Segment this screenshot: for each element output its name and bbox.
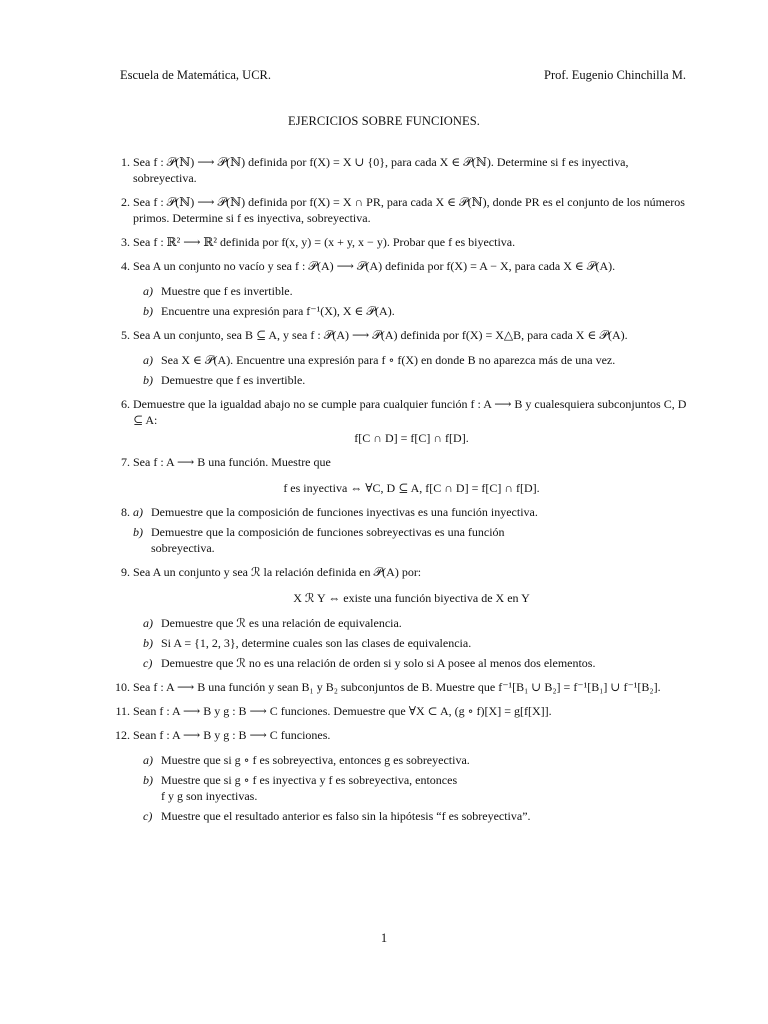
- exercise-item: [110, 564, 690, 671]
- subexercise-item: [143, 808, 690, 824]
- page-title: EJERCICIOS SOBRE FUNCIONES.: [288, 114, 480, 128]
- display-formula: X ℛ Y ⇔ existe una función biyectiva de X en Y: [293, 591, 530, 605]
- exercise-number: 8.: [121, 505, 130, 519]
- exercise-text: Demuestre que la igualdad abajo no se cumple para cualquier función f : A ⟶ B y cualesquiera subconjuntos C, D ⊆ A:: [133, 397, 687, 427]
- subexercise-item: [143, 615, 690, 631]
- subexercise-list: [133, 504, 690, 556]
- exercise-item: [110, 504, 690, 556]
- subexercise-item: [143, 283, 690, 299]
- exercise-number: 11.: [115, 704, 130, 718]
- exercise-number: 1.: [121, 155, 130, 169]
- subexercise-label: b): [143, 373, 153, 387]
- exercise-text: Sea f : 𝒫(ℕ) ⟶ 𝒫(ℕ) definida por f(X) = X ∩ PR, para cada X ∈ 𝒫(ℕ), donde PR es el conjunto de los números primos. Determine si f es inyectiva, sobreyectiva.: [133, 195, 685, 225]
- subexercise-label: a): [143, 353, 153, 367]
- subexercise-label: c): [143, 809, 153, 823]
- subexercise-text: Si A = {1, 2, 3}, determine cuales son las clases de equivalencia.: [161, 636, 472, 650]
- subexercise-list: [143, 752, 690, 824]
- exercise-item: [110, 154, 690, 186]
- subexercise-item: [143, 352, 690, 368]
- exercise-text: Sea f : A ⟶ B una función y sean B₁ y B₂ subconjuntos de B. Muestre que f⁻¹[B₁ ∪ B₂] = f⁻¹[B₁] ∪ f⁻¹[B₂].: [133, 680, 661, 694]
- header-professor: Prof. Eugenio Chinchilla M.: [544, 68, 686, 82]
- exercise-number: 5.: [121, 328, 130, 342]
- exercise-number: 12.: [115, 728, 130, 742]
- subexercise-item: [143, 303, 690, 319]
- display-formula: f es inyectiva ⇔ ∀C, D ⊆ A, f[C ∩ D] = f[C] ∩ f[D].: [283, 481, 540, 495]
- subexercise-label: a): [143, 284, 153, 298]
- subexercise-text: Muestre que el resultado anterior es falso sin la hipótesis “f es sobreyectiva”.: [161, 809, 531, 823]
- exercise-text: Sea A un conjunto y sea ℛ la relación definida en 𝒫(A) por:: [133, 565, 422, 579]
- exercise-number: 2.: [121, 195, 130, 209]
- exercise-text: Sea f : 𝒫(ℕ) ⟶ 𝒫(ℕ) definida por f(X) = X ∪ {0}, para cada X ∈ 𝒫(ℕ). Determine si f es inyectiva, sobreyectiva.: [133, 155, 629, 185]
- exercise-text: Sean f : A ⟶ B y g : B ⟶ C funciones.: [133, 728, 331, 742]
- subexercise-list: [143, 352, 690, 388]
- exercise-text: Sea A un conjunto, sea B ⊆ A, y sea f : 𝒫(A) ⟶ 𝒫(A) definida por f(X) = X△B, para cada X ∈ 𝒫(A).: [133, 328, 628, 342]
- page-number: 1: [380, 931, 388, 945]
- subexercise-item: [143, 372, 690, 388]
- subexercise-text: Demuestre que f es invertible.: [161, 373, 306, 387]
- subexercise-item: [143, 635, 690, 651]
- exercise-item: [110, 454, 690, 496]
- subexercise-text: Encuentre una expresión para f⁻¹(X), X ∈ 𝒫(A).: [161, 304, 395, 318]
- exercise-number: 9.: [121, 565, 130, 579]
- subexercise-label: b): [133, 525, 143, 539]
- subexercise-text: Muestre que f es invertible.: [161, 284, 293, 298]
- subexercise-text: Muestre que si g ∘ f es inyectiva y f es sobreyectiva, entonces f y g son inyectivas.: [161, 773, 458, 803]
- subexercise-label: b): [143, 636, 153, 650]
- exercise-item: [110, 703, 690, 719]
- subexercise-list: [143, 283, 690, 319]
- subexercise-label: b): [143, 773, 153, 787]
- subexercise-list: [143, 615, 690, 671]
- exercise-text: Sea f : A ⟶ B una función. Muestre que: [133, 455, 331, 469]
- exercise-number: 10.: [115, 680, 130, 694]
- subexercise-item: [143, 655, 690, 671]
- subexercise-text: Muestre que si g ∘ f es sobreyectiva, entonces g es sobreyectiva.: [161, 753, 470, 767]
- exercise-number: 7.: [121, 455, 130, 469]
- exercise-number: 3.: [121, 235, 130, 249]
- exercise-text: Sean f : A ⟶ B y g : B ⟶ C funciones. Demuestre que ∀X ⊂ A, (g ∘ f)[X] = g[f[X]].: [133, 704, 552, 718]
- exercise-item: [110, 194, 690, 226]
- subexercise-text: Sea X ∈ 𝒫(A). Encuentre una expresión para f ∘ f(X) en donde B no aparezca más de una vez.: [161, 353, 616, 367]
- exercise-item: [110, 327, 690, 388]
- exercise-text: Sea A un conjunto no vacío y sea f : 𝒫(A) ⟶ 𝒫(A) definida por f(X) = A − X, para cada X ∈ 𝒫(A).: [133, 259, 616, 273]
- header-institution: Escuela de Matemática, UCR.: [120, 68, 271, 82]
- display-formula: f[C ∩ D] = f[C] ∩ f[D].: [354, 431, 469, 445]
- exercise-item: [110, 234, 690, 250]
- exercise-number: 4.: [121, 259, 130, 273]
- subexercise-label: a): [143, 753, 153, 767]
- subexercise-label: a): [143, 616, 153, 630]
- subexercise-text: Demuestre que ℛ no es una relación de orden si y solo si A posee al menos dos elementos.: [161, 656, 596, 670]
- subexercise-label: a): [133, 505, 143, 519]
- subexercise-label: c): [143, 656, 153, 670]
- exercise-item: [110, 727, 690, 824]
- exercise-item: [110, 258, 690, 319]
- subexercise-item: [133, 504, 690, 520]
- subexercise-text: Demuestre que ℛ es una relación de equivalencia.: [161, 616, 402, 630]
- exercise-list: [110, 154, 690, 832]
- subexercise-text: Demuestre que la composición de funciones inyectivas es una función inyectiva.: [151, 505, 538, 519]
- subexercise-item: [143, 772, 461, 804]
- subexercise-item: [143, 752, 690, 768]
- exercise-item: [110, 396, 690, 446]
- exercise-text: Sea f : ℝ² ⟶ ℝ² definida por f(x, y) = (x + y, x − y). Probar que f es biyectiva.: [133, 235, 516, 249]
- subexercise-text: Demuestre que la composición de funciones sobreyectivas es una función sobreyectiva.: [151, 525, 505, 555]
- subexercise-item: [133, 524, 536, 556]
- subexercise-label: b): [143, 304, 153, 318]
- exercise-item: [110, 679, 690, 695]
- exercise-number: 6.: [121, 397, 130, 411]
